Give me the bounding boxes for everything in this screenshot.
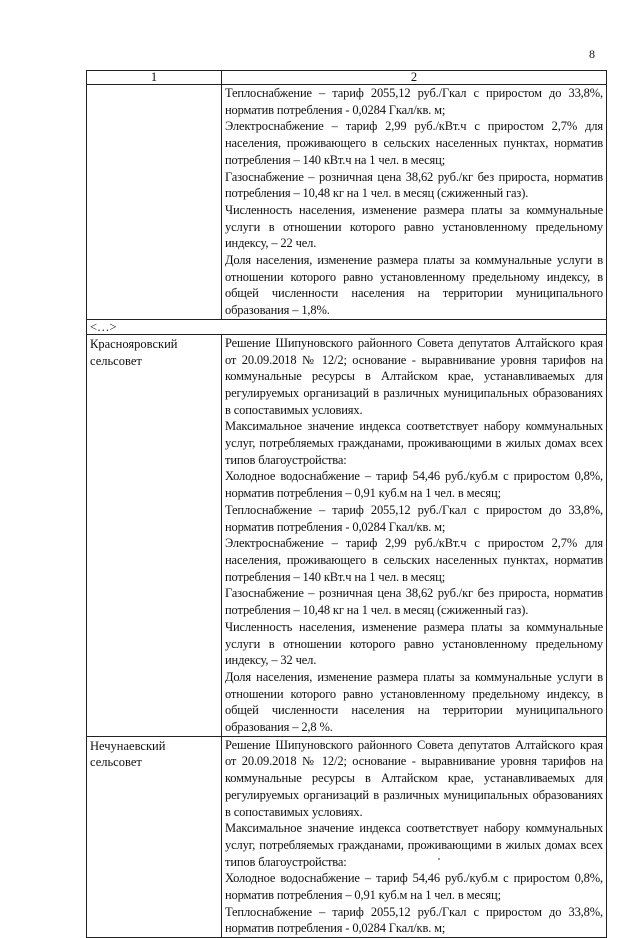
omission-marker: <…> (87, 319, 607, 334)
details-cell (222, 85, 607, 320)
omission-row (87, 319, 607, 334)
paragraph: Электроснабжение – тариф 2,99 руб./кВт.ч с приростом 2,7% для населения, проживающего в сельских населенных пунктах, норматив потребления – 140 кВт.ч на 1 чел. в месяц; (225, 119, 603, 167)
details-cell (222, 736, 607, 937)
table-row (87, 85, 607, 320)
paragraph: Решение Шипуновского районного Совета депутатов Алтайского края от 20.09.2018 № 12/2; основание - выравнивание уровня тарифов на коммунальные ресурсы в Алтайском крае, устанавливаемых для регулируемых организаций в различных муниципальных образованиях в сопоставимых условиях. (225, 737, 603, 819)
paragraph: Холодное водоснабжение – тариф 54,46 руб./куб.м с приростом 0,8%, норматив потребления – 0,91 куб.м на 1 чел. в месяц; (225, 871, 603, 903)
paragraph: Максимальное значение индекса соответствует набору коммунальных услуг, потребляемых гражданами, проживающими в жилых домах всех типов благоустройства: (225, 821, 603, 869)
municipality-name-cell (87, 736, 222, 937)
municipality-name-cell (87, 85, 222, 320)
paragraph: Электроснабжение – тариф 2,99 руб./кВт.ч с приростом 2,7% для населения, проживающего в сельских населенных пунктах, норматив потребления – 140 кВт.ч на 1 чел. в месяц; (225, 536, 603, 584)
page-number: 8 (589, 47, 595, 61)
scan-speck (438, 858, 440, 860)
table-row (87, 334, 607, 736)
paragraph: Максимальное значение индекса соответствует набору коммунальных услуг, потребляемых гражданами, проживающими в жилых домах всех типов благоустройства: (225, 419, 603, 467)
municipality-type: сельсовет (90, 755, 142, 770)
paragraph: Теплоснабжение – тариф 2055,12 руб./Гкал с приростом до 33,8%, норматив потребления - 0,0284 Гкал/кв. м; (225, 86, 603, 117)
paragraph: Холодное водоснабжение – тариф 54,46 руб./куб.м с приростом 0,8%, норматив потребления – 0,91 куб.м на 1 чел. в месяц; (225, 469, 603, 501)
paragraph: Решение Шипуновского районного Совета депутатов Алтайского края от 20.09.2018 № 12/2; основание - выравнивание уровня тарифов на коммунальные ресурсы в Алтайском крае, устанавливаемых для регулируемых организаций в различных муниципальных образованиях в сопоставимых условиях. (225, 335, 603, 417)
municipality-type: сельсовет (90, 353, 142, 368)
paragraph: Доля населения, изменение размера платы за коммунальные услуги в отношении которого равно установленному предельному индексу, в общей численности населения на территории муниципального образования – 2,8 %. (225, 669, 603, 735)
municipality-name-cell (87, 334, 222, 736)
paragraph: Газоснабжение – розничная цена 38,62 руб./кг без прироста, норматив потребления – 10,48 кг на 1 чел. в месяц (сжиженный газ). (225, 169, 603, 201)
header-col-2: 2 (222, 71, 607, 85)
municipality-name: Краснояровский (90, 336, 178, 351)
paragraph: Теплоснабжение – тариф 2055,12 руб./Гкал с приростом до 33,8%, норматив потребления - 0,0284 Гкал/кв. м; (225, 904, 603, 936)
municipal-tariff-table (86, 70, 607, 938)
municipality-name: Нечунаевский (90, 738, 166, 753)
table-row (87, 736, 607, 937)
paragraph: Численность населения, изменение размера платы за коммунальные услуги в отношении которого равно установленному предельному индексу, – 22 чел. (225, 202, 603, 251)
paragraph: Доля населения, изменение размера платы за коммунальные услуги в отношении которого равно установленному предельному индексу, в общей численности населения на территории муниципального образования – 1,8%. (225, 253, 603, 318)
paragraph: Газоснабжение – розничная цена 38,62 руб./кг без прироста, норматив потребления – 10,48 кг на 1 чел. в месяц (сжиженный газ). (225, 586, 603, 618)
details-cell (222, 334, 607, 736)
table-header-row (87, 71, 607, 85)
paragraph: Численность населения, изменение размера платы за коммунальные услуги в отношении которого равно установленному предельному индексу, – 32 чел. (225, 619, 603, 668)
header-col-1: 1 (87, 71, 222, 85)
paragraph: Теплоснабжение – тариф 2055,12 руб./Гкал с приростом до 33,8%, норматив потребления - 0,0284 Гкал/кв. м; (225, 502, 603, 534)
